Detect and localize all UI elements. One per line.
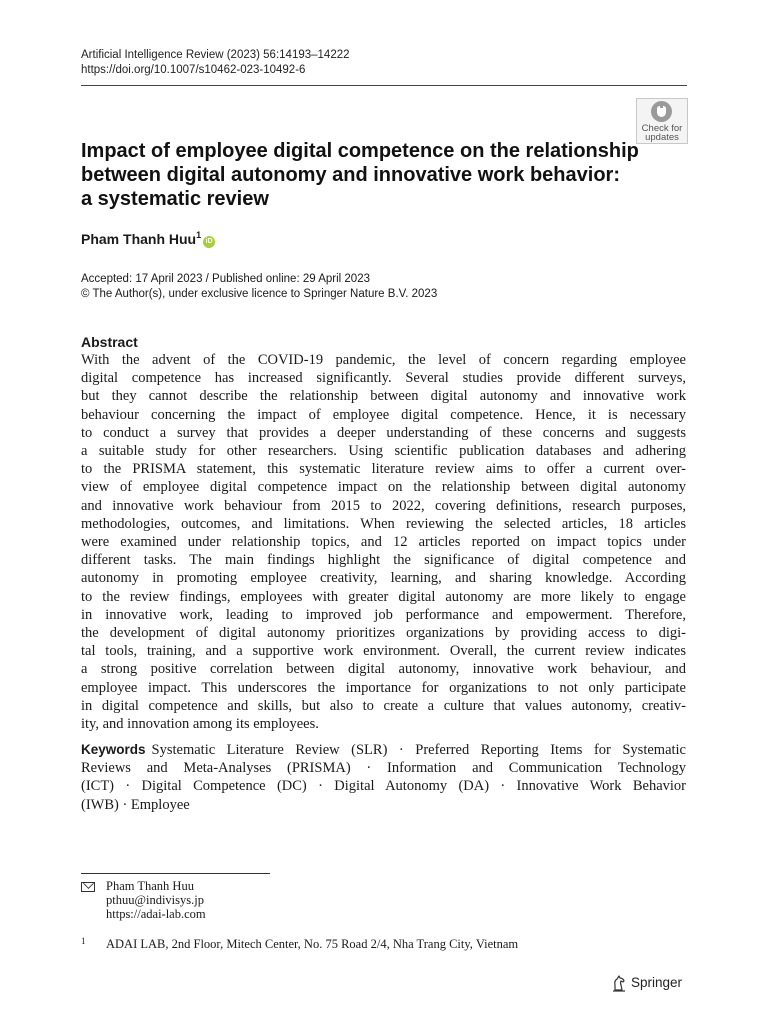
envelope-icon — [81, 882, 95, 892]
journal-citation: Artificial Intelligence Review (2023) 56:14193–14222 — [81, 49, 350, 61]
keywords-line: Reviews and Meta-Analyses (PRISMA) · Information and Communication Technology — [81, 760, 686, 777]
abstract-heading: Abstract — [81, 334, 138, 350]
abstract-line: behaviour concerning the impact of employee digital competence. Hence, it is necessary — [81, 406, 686, 423]
springer-name: Springer — [631, 975, 683, 990]
header-rule — [81, 85, 687, 86]
springer-horse-icon — [611, 974, 627, 992]
abstract-line: employee impact. This underscores the importance for organizations to not only participate — [81, 679, 686, 696]
paper-title — [81, 139, 641, 211]
affiliation-number: 1 — [81, 936, 86, 946]
publication-dates: Accepted: 17 April 2023 / Published online: 29 April 2023 — [81, 273, 370, 285]
abstract-line: the development of digital autonomy prioritizes organizations by providing access to digi- — [81, 625, 686, 642]
abstract-body — [81, 351, 686, 733]
abstract-line: but they cannot describe the relationship between digital autonomy and innovative work — [81, 388, 686, 405]
abstract-line: in digital competence and skills, but also to create a culture that values autonomy, creativ- — [81, 697, 686, 714]
title-line: a systematic review — [81, 188, 269, 210]
check-for-updates-icon — [651, 101, 672, 122]
abstract-line: methodologies, outcomes, and limitations. When reviewing the selected articles, 18 articles — [81, 515, 686, 532]
keywords-line: Systematic Literature Review (SLR) · Preferred Reporting Items for Systematic — [151, 742, 686, 758]
keywords-label: Keywords — [81, 742, 146, 757]
corresponding-author-url[interactable]: https://adai-lab.com — [106, 907, 206, 921]
abstract-line: a suitable study for other researchers. Using scientific publication databases and adhering — [81, 443, 686, 460]
abstract-line: digital competence has increased significantly. Several studies provide different surveys, — [81, 370, 686, 387]
affiliation-text: ADAI LAB, 2nd Floor, Mitech Center, No. 75 Road 2/4, Nha Trang City, Vietnam — [106, 937, 519, 951]
author-name[interactable]: Pham Thanh Huu — [81, 231, 197, 247]
abstract-line: tal tools, training, and a supportive work environment. Overall, the current review indicates — [81, 643, 686, 660]
check-for-updates-badge[interactable] — [636, 98, 688, 144]
abstract-line: to the PRISMA statement, this systematic literature review aims to offer a current over- — [81, 461, 686, 478]
orcid-icon[interactable]: iD — [203, 236, 215, 248]
copyright-notice: © The Author(s), under exclusive licence to Springer Nature B.V. 2023 — [81, 288, 438, 300]
title-line: between digital autonomy and innovative work behavior: — [81, 164, 620, 186]
abstract-line: different tasks. The main findings highlight the significance of digital competence and — [81, 552, 686, 569]
abstract-line: a strong positive correlation between digital autonomy, innovative work behaviour, and — [81, 661, 686, 678]
footnote-rule — [81, 873, 270, 874]
check-for-updates-label-2: updates — [645, 132, 679, 143]
corresponding-author-email[interactable]: pthuu@indivisys.jp — [106, 893, 204, 907]
title-line: Impact of employee digital competence on the relationship — [81, 140, 639, 162]
keywords-line: (IWB) · Employee — [81, 796, 190, 813]
abstract-line: in innovative work, leading to improved job performance and empowerment. Therefore, — [81, 606, 686, 623]
check-for-updates-label: Check for — [641, 123, 683, 134]
abstract-line: autonomy in promoting employee creativity, learning, and sharing knowledge. According — [81, 570, 686, 587]
springer-logo — [611, 974, 689, 992]
author-line — [81, 231, 215, 248]
abstract-line: view of employee digital competence impact on the relationship between digital autonomy — [81, 479, 686, 496]
keywords-line: (ICT) · Digital Competence (DC) · Digital Autonomy (DA) · Innovative Work Behavior — [81, 778, 686, 795]
abstract-line: and innovative work behaviour from 2015 to 2022, covering definitions, research purposes, — [81, 497, 686, 514]
abstract-line: to the review findings, employees with greater digital autonomy are more likely to engage — [81, 588, 686, 605]
affiliation-marker: 1 — [196, 230, 202, 240]
abstract-line: were examined under relationship topics, and 12 articles reported on impact topics under — [81, 534, 686, 551]
abstract-line: to conduct a survey that provides a deeper understanding of these concerns and suggests — [81, 424, 686, 441]
doi-link[interactable]: https://doi.org/10.1007/s10462-023-10492-6 — [81, 64, 306, 76]
abstract-line: ity, and innovation among its employees. — [81, 716, 319, 733]
abstract-line: With the advent of the COVID-19 pandemic, the level of concern regarding employee — [81, 352, 686, 368]
keywords-section — [81, 741, 686, 814]
corresponding-author-name: Pham Thanh Huu — [106, 879, 194, 893]
